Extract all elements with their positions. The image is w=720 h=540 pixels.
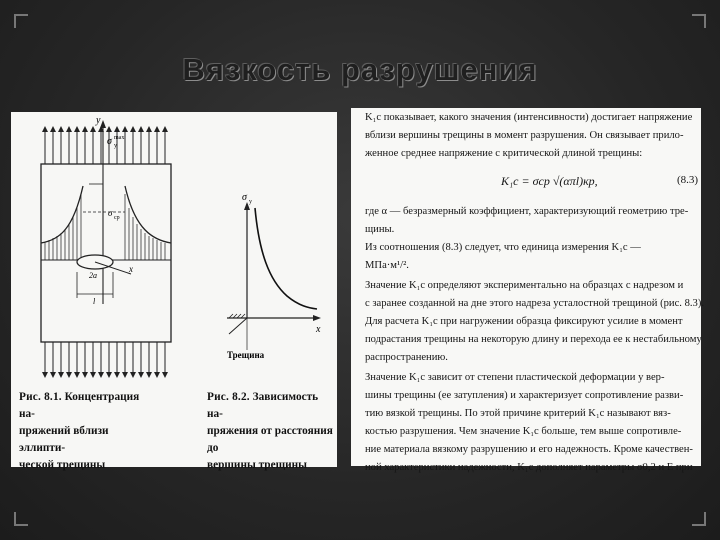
fig1-sigma-max-label: σ (107, 136, 112, 147)
text-line: Из соотношения (8.3) следует, что единица измерения K₁c — (365, 242, 641, 253)
fig2-y-axis-sub: y (249, 199, 252, 205)
fig1-y-axis-label: y (96, 115, 101, 126)
fig1-l-label: l (93, 297, 96, 306)
text-panel (351, 108, 705, 473)
figure-panel (11, 112, 337, 471)
text-line: где α — безразмерный коэффициент, характеризующий геометрию тре- (365, 206, 689, 217)
text-line: МПа·м¹/². (365, 260, 409, 271)
text-line: женное среднее напряжение с критической длиной трещины: (365, 148, 643, 159)
figure-8-2-diagram (227, 192, 321, 360)
fig1-caption-number: Рис. 8.1. (19, 391, 62, 403)
text-line: распространению. (365, 352, 448, 363)
text-line: подрастания трещины на некоторую длину и перехода ее к нестабильному (365, 334, 702, 345)
text-line: костью разрушения. Чем значение K₁c больше, тем выше сопротивле- (365, 426, 682, 437)
fig2-caption-line-3: вершины трещины (207, 459, 307, 471)
slide-title: Вязкость разрушения (182, 52, 538, 87)
figure-8-2-caption (207, 389, 335, 474)
text-line: Значение K₁c определяют экспериментально на образцах с надрезом и (365, 280, 684, 291)
fig1-sigma-max-sub: y (114, 143, 117, 149)
corner-bracket-top-right (692, 14, 706, 28)
text-line: Значение K₁c зависит от степени пластической деформации у вер- (365, 372, 665, 383)
fig1-caption-line-2: пряжений вблизи эллипти- (19, 425, 109, 454)
corner-bracket-top-left (14, 14, 28, 28)
text-line: тию вязкой трещины. По этой причине критерий K₁c называют вяз- (365, 408, 671, 419)
fig2-caption-line-2: пряжения от расстояния до (207, 425, 333, 454)
fig2-x-axis-label: x (316, 324, 321, 335)
text-line: шины трещины (ее затупления) и характеризует сопротивление разви- (365, 390, 684, 401)
fig1-sigma-cp-sub: ср (114, 215, 120, 221)
fig2-y-axis-label: σ (242, 192, 247, 203)
corner-bracket-bottom-right (692, 512, 706, 526)
corner-bracket-bottom-left (14, 512, 28, 526)
text-line: ной характеристики надежности, K₁c дополняет параметры σ0,2 и E при (365, 462, 693, 473)
text-line: ние материала вязкому разрушению и его надежность. Кроме качествен- (365, 444, 693, 455)
fig2-caption-line-1: Зависимость на- (207, 391, 319, 420)
text-line: Для расчета K₁c при нагружении образца фиксируют усилие в момент (365, 316, 683, 327)
fig1-caption-line-1: Концентрация на- (19, 391, 140, 420)
fig1-x-axis-label: x (129, 264, 133, 274)
fig1-2a-label: 2a (89, 271, 97, 280)
formula-8-3: K₁c = σср √(απl)кр, (501, 174, 598, 188)
text-line: K₁c показывает, какого значения (интенсивности) достигает напряжение (365, 112, 693, 123)
text-line: вблизи вершины трещины в момент разрушения. Он связывает прило- (365, 130, 684, 141)
fig1-caption-line-3: ческой трещины (19, 459, 106, 471)
fig1-sigma-cp-label: σ (108, 208, 113, 218)
figure-8-1-caption (19, 389, 151, 474)
fig2-crack-label: Трещина (227, 350, 265, 360)
figure-8-1-diagram (41, 115, 171, 378)
formula-number: (8.3) (677, 174, 699, 186)
text-line: с заранее созданной на дне этого надреза усталостной трещиной (рис. 8.3). (365, 298, 705, 309)
fig1-sigma-max-sup: max (114, 135, 125, 141)
fig2-caption-number: Рис. 8.2. (207, 391, 250, 403)
text-line: щины. (365, 224, 395, 235)
